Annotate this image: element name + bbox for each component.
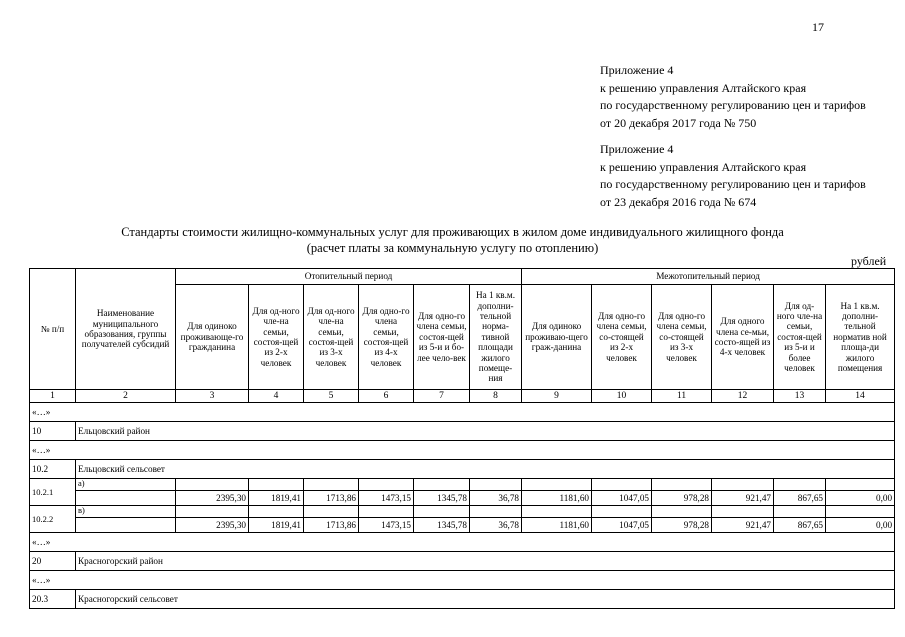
standards-table <box>29 268 895 609</box>
value-cell: 0,00 <box>826 518 895 533</box>
value-cell: 921,47 <box>712 491 774 506</box>
header-cell: Для одиноко проживаю-щего граж-данина <box>522 285 592 390</box>
header-cell: На 1 кв.м. дополни-тельной норма-тивной площади жилого помеще-ния <box>470 285 522 390</box>
value-cell: 978,28 <box>652 491 712 506</box>
header-cell: Для од-ного чле-на семьи, состоя-щей из 2-х человек <box>249 285 304 390</box>
value-cell: 1713,86 <box>304 518 359 533</box>
value-cell: 1345,78 <box>414 518 470 533</box>
row-name-continued <box>76 491 176 506</box>
column-number: 3 <box>176 390 249 403</box>
value-cell: 867,65 <box>774 491 826 506</box>
column-number: 2 <box>76 390 176 403</box>
page-number: 17 <box>812 20 824 34</box>
row-name: Ельцовский район <box>76 422 895 441</box>
header-num: № п/п <box>30 269 76 390</box>
value-cell: 0,00 <box>826 491 895 506</box>
table-row-values <box>30 491 895 506</box>
value-cell: 2395,30 <box>176 518 249 533</box>
value-cell: 921,47 <box>712 518 774 533</box>
value-cell: 1047,05 <box>592 518 652 533</box>
value-cell: 1819,41 <box>249 491 304 506</box>
value-cell: 2395,30 <box>176 491 249 506</box>
value-cell: 1819,41 <box>249 518 304 533</box>
row-number: 10.2 <box>30 460 76 479</box>
value-cell: 1047,05 <box>592 491 652 506</box>
column-number: 13 <box>774 390 826 403</box>
row-name: Красногорский район <box>76 552 895 571</box>
column-number: 9 <box>522 390 592 403</box>
table-row-subgroup <box>30 479 895 491</box>
header-cell: Для од-ного чле-на семьи, состоя-щей из 5-и и более человек <box>774 285 826 390</box>
column-number: 1 <box>30 390 76 403</box>
value-cell: 1713,86 <box>304 491 359 506</box>
row-number: 10 <box>30 422 76 441</box>
appendix-line: к решению управления Алтайского края <box>600 159 807 174</box>
column-number: 14 <box>826 390 895 403</box>
value-cell: 1181,60 <box>522 518 592 533</box>
row-number: 20.3 <box>30 590 76 609</box>
value-cell: 1473,15 <box>359 491 414 506</box>
header-cell: Для одно-го члена семьи, состоя-щей из 5-и и бо-лее чело-век <box>414 285 470 390</box>
column-number: 7 <box>414 390 470 403</box>
header-name: Наименование муниципального образования, группы получателей субсидий <box>76 269 176 390</box>
table-row-district <box>30 552 895 571</box>
row-name: в) <box>76 506 176 518</box>
appendix-line: по государственному регулированию цен и тарифов <box>600 177 866 191</box>
table-row-ellipsis <box>30 571 895 590</box>
document-title <box>0 224 905 256</box>
value-cell: 36,78 <box>470 491 522 506</box>
header-nonheating-period: Межотопительный период <box>522 269 895 285</box>
table-row-ellipsis <box>30 441 895 460</box>
row-name: а) <box>76 479 176 491</box>
appendix-header-2016 <box>600 141 866 211</box>
value-cell: 1473,15 <box>359 518 414 533</box>
row-number: 10.2.1 <box>30 479 76 506</box>
row-number: 10.2.2 <box>30 506 76 533</box>
table-row-settlement <box>30 460 895 479</box>
table-row-settlement <box>30 590 895 609</box>
value-cell: 867,65 <box>774 518 826 533</box>
column-number: 11 <box>652 390 712 403</box>
header-cell: Для одно-го члена семьи, состоя-щей из 4-х человек <box>359 285 414 390</box>
header-cell: На 1 кв.м. дополни-тельной норматив ной площа-ди жилого помещения <box>826 285 895 390</box>
appendix-header-2017 <box>600 62 866 132</box>
table-row-district <box>30 422 895 441</box>
appendix-line: по государственному регулированию цен и тарифов <box>600 98 866 112</box>
value-cell: 1181,60 <box>522 491 592 506</box>
value-cell: 1345,78 <box>414 491 470 506</box>
appendix-line: к решению управления Алтайского края <box>600 80 807 95</box>
header-cell: Для одиноко проживающе-го гражданина <box>176 285 249 390</box>
value-cell: 978,28 <box>652 518 712 533</box>
row-number: 20 <box>30 552 76 571</box>
appendix-line: от 20 декабря 2017 года № 750 <box>600 115 757 130</box>
ellipsis-cell: «…» <box>30 441 895 460</box>
unit-label: рублей <box>851 254 887 268</box>
row-name: Красногорский сельсовет <box>76 590 895 609</box>
header-row-numbers <box>30 390 895 403</box>
column-number: 10 <box>592 390 652 403</box>
header-cell: Для одно-го члена семьи, со-стоящей из 2-х человек <box>592 285 652 390</box>
column-number: 4 <box>249 390 304 403</box>
title-subline: (расчет платы за коммунальную услугу по отоплению) <box>306 241 599 255</box>
header-heating-period: Отопительный период <box>176 269 522 285</box>
column-number: 8 <box>470 390 522 403</box>
header-cell: Для од-ного чле-на семьи, состоя-щей из 3-х человек <box>304 285 359 390</box>
table-row-ellipsis <box>30 533 895 552</box>
ellipsis-cell: «…» <box>30 571 895 590</box>
row-name: Ельцовский сельсовет <box>76 460 895 479</box>
value-cell: 36,78 <box>470 518 522 533</box>
row-name-continued <box>76 518 176 533</box>
table-row-subgroup <box>30 506 895 518</box>
column-number: 5 <box>304 390 359 403</box>
column-number: 12 <box>712 390 774 403</box>
appendix-line: Приложение 4 <box>600 142 674 156</box>
header-cell: Для одного члена се-мьи, состо-ящей из 4-х человек <box>712 285 774 390</box>
title-line: Стандарты стоимости жилищно-коммунальных услуг для проживающих в жилом доме индивидуального жилищного фонда <box>121 225 784 239</box>
header-row-periods <box>30 269 895 285</box>
header-cell: Для одно-го члена семьи, со-стоящей из 3-х человек <box>652 285 712 390</box>
table-row-values <box>30 518 895 533</box>
column-number: 6 <box>359 390 414 403</box>
ellipsis-cell: «…» <box>30 533 895 552</box>
ellipsis-cell: «…» <box>30 403 895 422</box>
appendix-line: от 23 декабря 2016 года № 674 <box>600 194 757 209</box>
appendix-line: Приложение 4 <box>600 63 674 77</box>
table-row-ellipsis <box>30 403 895 422</box>
